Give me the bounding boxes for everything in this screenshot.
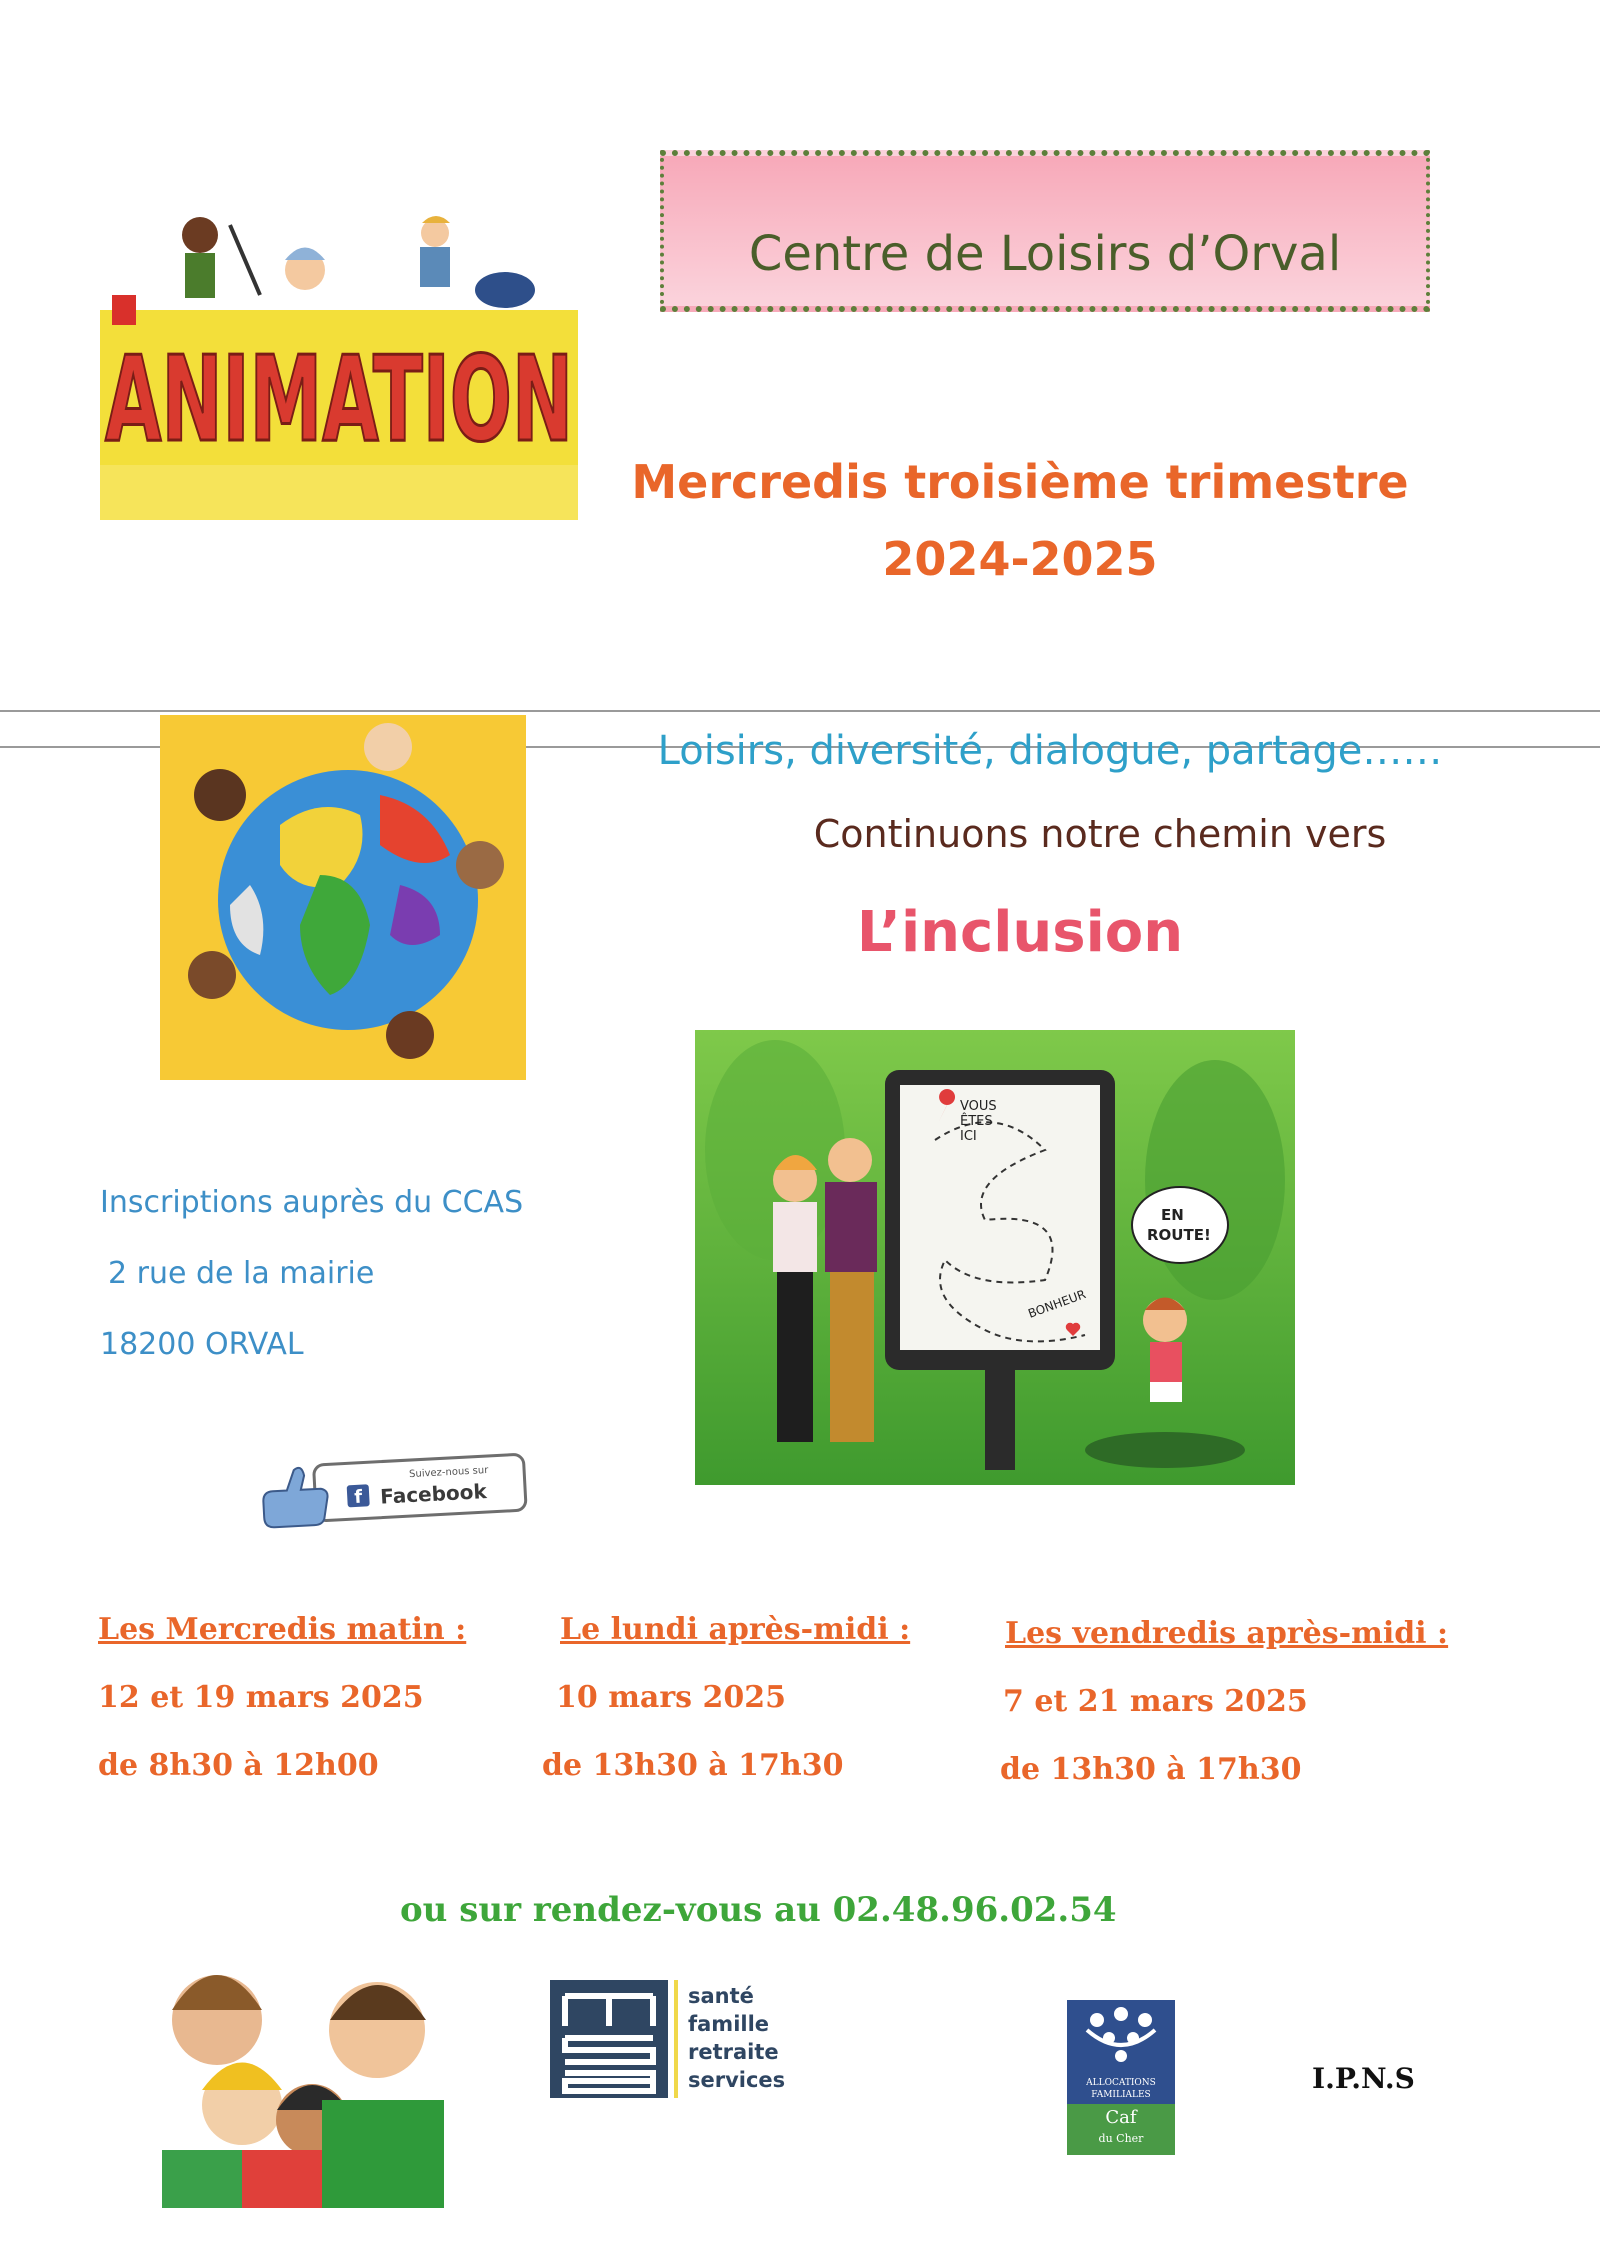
svg-text:f: f	[353, 1486, 363, 1508]
facebook-small-label: Suivez-nous sur	[408, 1464, 489, 1481]
divider-line-1	[0, 710, 1600, 712]
facebook-label: Facebook	[379, 1479, 488, 1509]
schedule-heading-3: Les vendredis après-midi :	[1005, 1616, 1449, 1651]
continue-line: Continuons notre chemin vers	[813, 812, 1387, 856]
ipns-label: I.P.N.S	[1312, 2062, 1415, 2095]
schedule-heading-1: Les Mercredis matin :	[98, 1612, 467, 1647]
msa-line1: santé	[688, 1984, 754, 2008]
msa-logo	[550, 1978, 805, 2100]
page-title: Centre de Loisirs d’Orval	[748, 226, 1342, 282]
subtitle-line2: 2024-2025	[882, 532, 1158, 586]
caf-logo	[1067, 2000, 1175, 2155]
caf-line3: Caf	[1105, 2107, 1137, 2128]
schedule-hours-3: de 13h30 à 17h30	[1000, 1752, 1302, 1787]
schedule-hours-2: de 13h30 à 17h30	[542, 1748, 844, 1783]
schedule-dates-3: 7 et 21 mars 2025	[1003, 1684, 1308, 1719]
appointment-line: ou sur rendez-vous au 02.48.96.02.54	[400, 1890, 1117, 1930]
header-banner	[660, 150, 1430, 312]
caf-line1: ALLOCATIONS	[1086, 2078, 1156, 2088]
msa-line4: services	[688, 2068, 786, 2092]
bubble-line2: ROUTE!	[1147, 1226, 1211, 1244]
address-line2: 2 rue de la mairie	[108, 1256, 375, 1291]
map-label-etes: ÊTES	[960, 1114, 993, 1129]
msa-line3: retraite	[688, 2040, 779, 2064]
map-label-vous: VOUS	[960, 1099, 997, 1114]
caf-line4: du Cher	[1098, 2132, 1144, 2145]
map-label-bonheur: BONHEUR	[1026, 1287, 1088, 1321]
map-board-illustration	[695, 1030, 1295, 1485]
address-line3: 18200 ORVAL	[100, 1327, 304, 1362]
inclusion-heading: L’inclusion	[856, 900, 1184, 965]
animation-letters: ANIMATION	[105, 330, 573, 468]
subtitle-line1: Mercredis troisième trimestre	[631, 455, 1409, 509]
values-line: Loisirs, diversité, dialogue, partage……	[657, 728, 1443, 774]
globe-illustration	[160, 715, 526, 1080]
msa-line2: famille	[688, 2012, 770, 2036]
caf-line2: FAMILIALES	[1091, 2090, 1151, 2100]
schedule-hours-1: de 8h30 à 12h00	[98, 1748, 379, 1783]
facebook-follow-button[interactable]	[253, 1448, 531, 1534]
bubble-line1: EN	[1161, 1206, 1184, 1224]
map-label-ici: ICI	[960, 1129, 977, 1144]
address-line1: Inscriptions auprès du CCAS	[100, 1185, 524, 1220]
animation-illustration	[100, 215, 578, 520]
caf-people-icon	[1067, 2000, 1175, 2090]
schedule-heading-2: Le lundi après-midi :	[560, 1612, 911, 1647]
kids-illustration	[162, 1950, 444, 2208]
schedule-dates-2: 10 mars 2025	[556, 1680, 787, 1715]
schedule-dates-1: 12 et 19 mars 2025	[98, 1680, 424, 1715]
